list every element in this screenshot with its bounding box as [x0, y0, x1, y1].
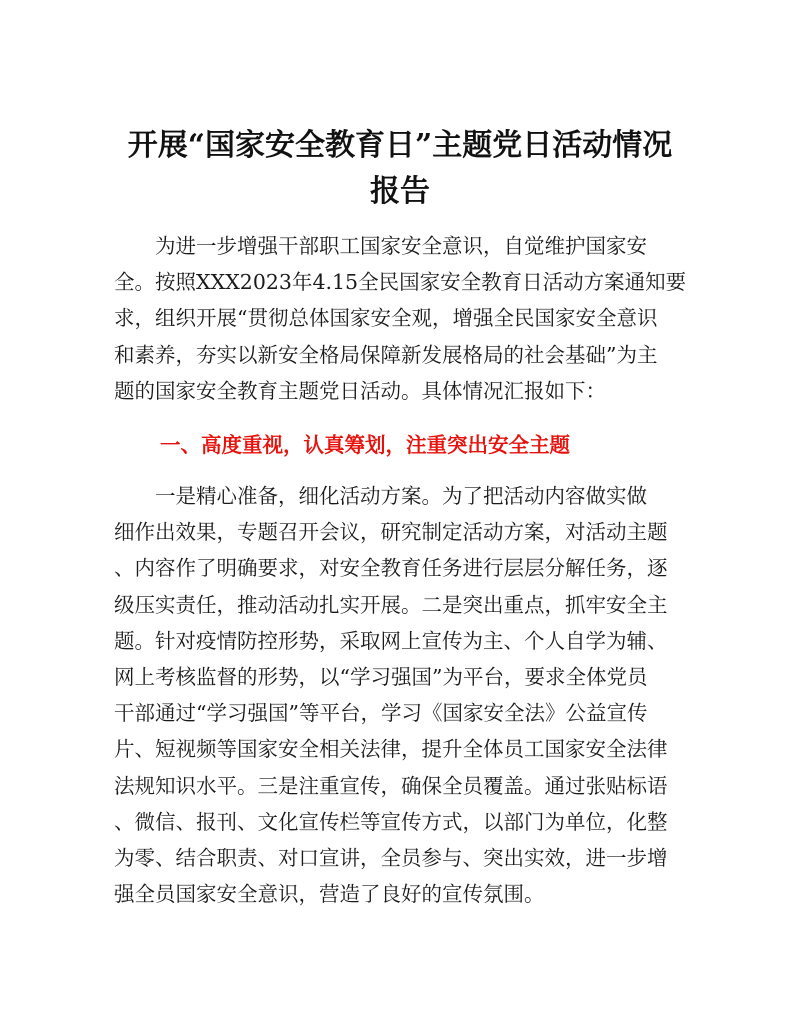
paragraph-line: 为零、结合职责、对口宣讲，全员参与、突出实效，进一步增	[114, 845, 668, 870]
section-heading: 一、高度重视，认真筹划，注重突出安全主题	[160, 433, 570, 457]
paragraph-line: 为进一步增强干部职工国家安全意识，自觉维护国家安	[114, 234, 647, 258]
paragraph-line: 题。针对疫情防控形势，采取网上宣传为主、个人自学为辅、	[114, 628, 668, 653]
section-paragraph	[114, 478, 686, 912]
paragraph-line: 级压实责任，推动活动扎实开展。二是突出重点，抓牢安全主	[114, 592, 668, 617]
paragraph-line: 和素养，夯实以新安全格局保障新发展格局的社会基础”为主	[114, 342, 658, 367]
paragraph-line: 一是精心准备，细化活动方案。为了把活动内容做实做	[114, 484, 647, 508]
paragraph-line: 、内容作了明确要求，对安全教育任务进行层层分解任务，逐	[114, 556, 668, 581]
paragraph-line: 求，组织开展“贯彻总体国家安全观，增强全民国家安全意识	[114, 306, 658, 331]
paragraph-line: 题的国家安全教育主题党日活动。具体情况汇报如下：	[114, 378, 606, 403]
document-title-line-1: 开展“国家安全教育日”主题党日活动情况	[127, 128, 673, 163]
paragraph-line: 网上考核监督的形势，以“学习强国”为平台，要求全体党员	[114, 664, 648, 689]
paragraph-line: 、微信、报刊、文化宣传栏等宣传方式，以部门为单位，化整	[114, 809, 668, 834]
document-title-line-2: 报告	[370, 174, 430, 209]
paragraph-line: 干部通过“学习强国”等平台，学习《国家安全法》公益宣传	[114, 701, 648, 726]
paragraph-line: 片、短视频等国家安全相关法律，提升全体员工国家安全法律	[114, 737, 668, 762]
paragraph-line: 细作出效果，专题召开会议，研究制定活动方案，对活动主题	[114, 520, 668, 545]
intro-paragraph	[114, 228, 686, 409]
paragraph-line: 法规知识水平。三是注重宣传，确保全员覆盖。通过张贴标语	[114, 773, 668, 798]
paragraph-line: 全。按照XXX2023年4.15全民国家安全教育日活动方案通知要	[114, 270, 687, 295]
paragraph-line: 强全员国家安全意识，营造了良好的宣传氛围。	[114, 882, 545, 907]
